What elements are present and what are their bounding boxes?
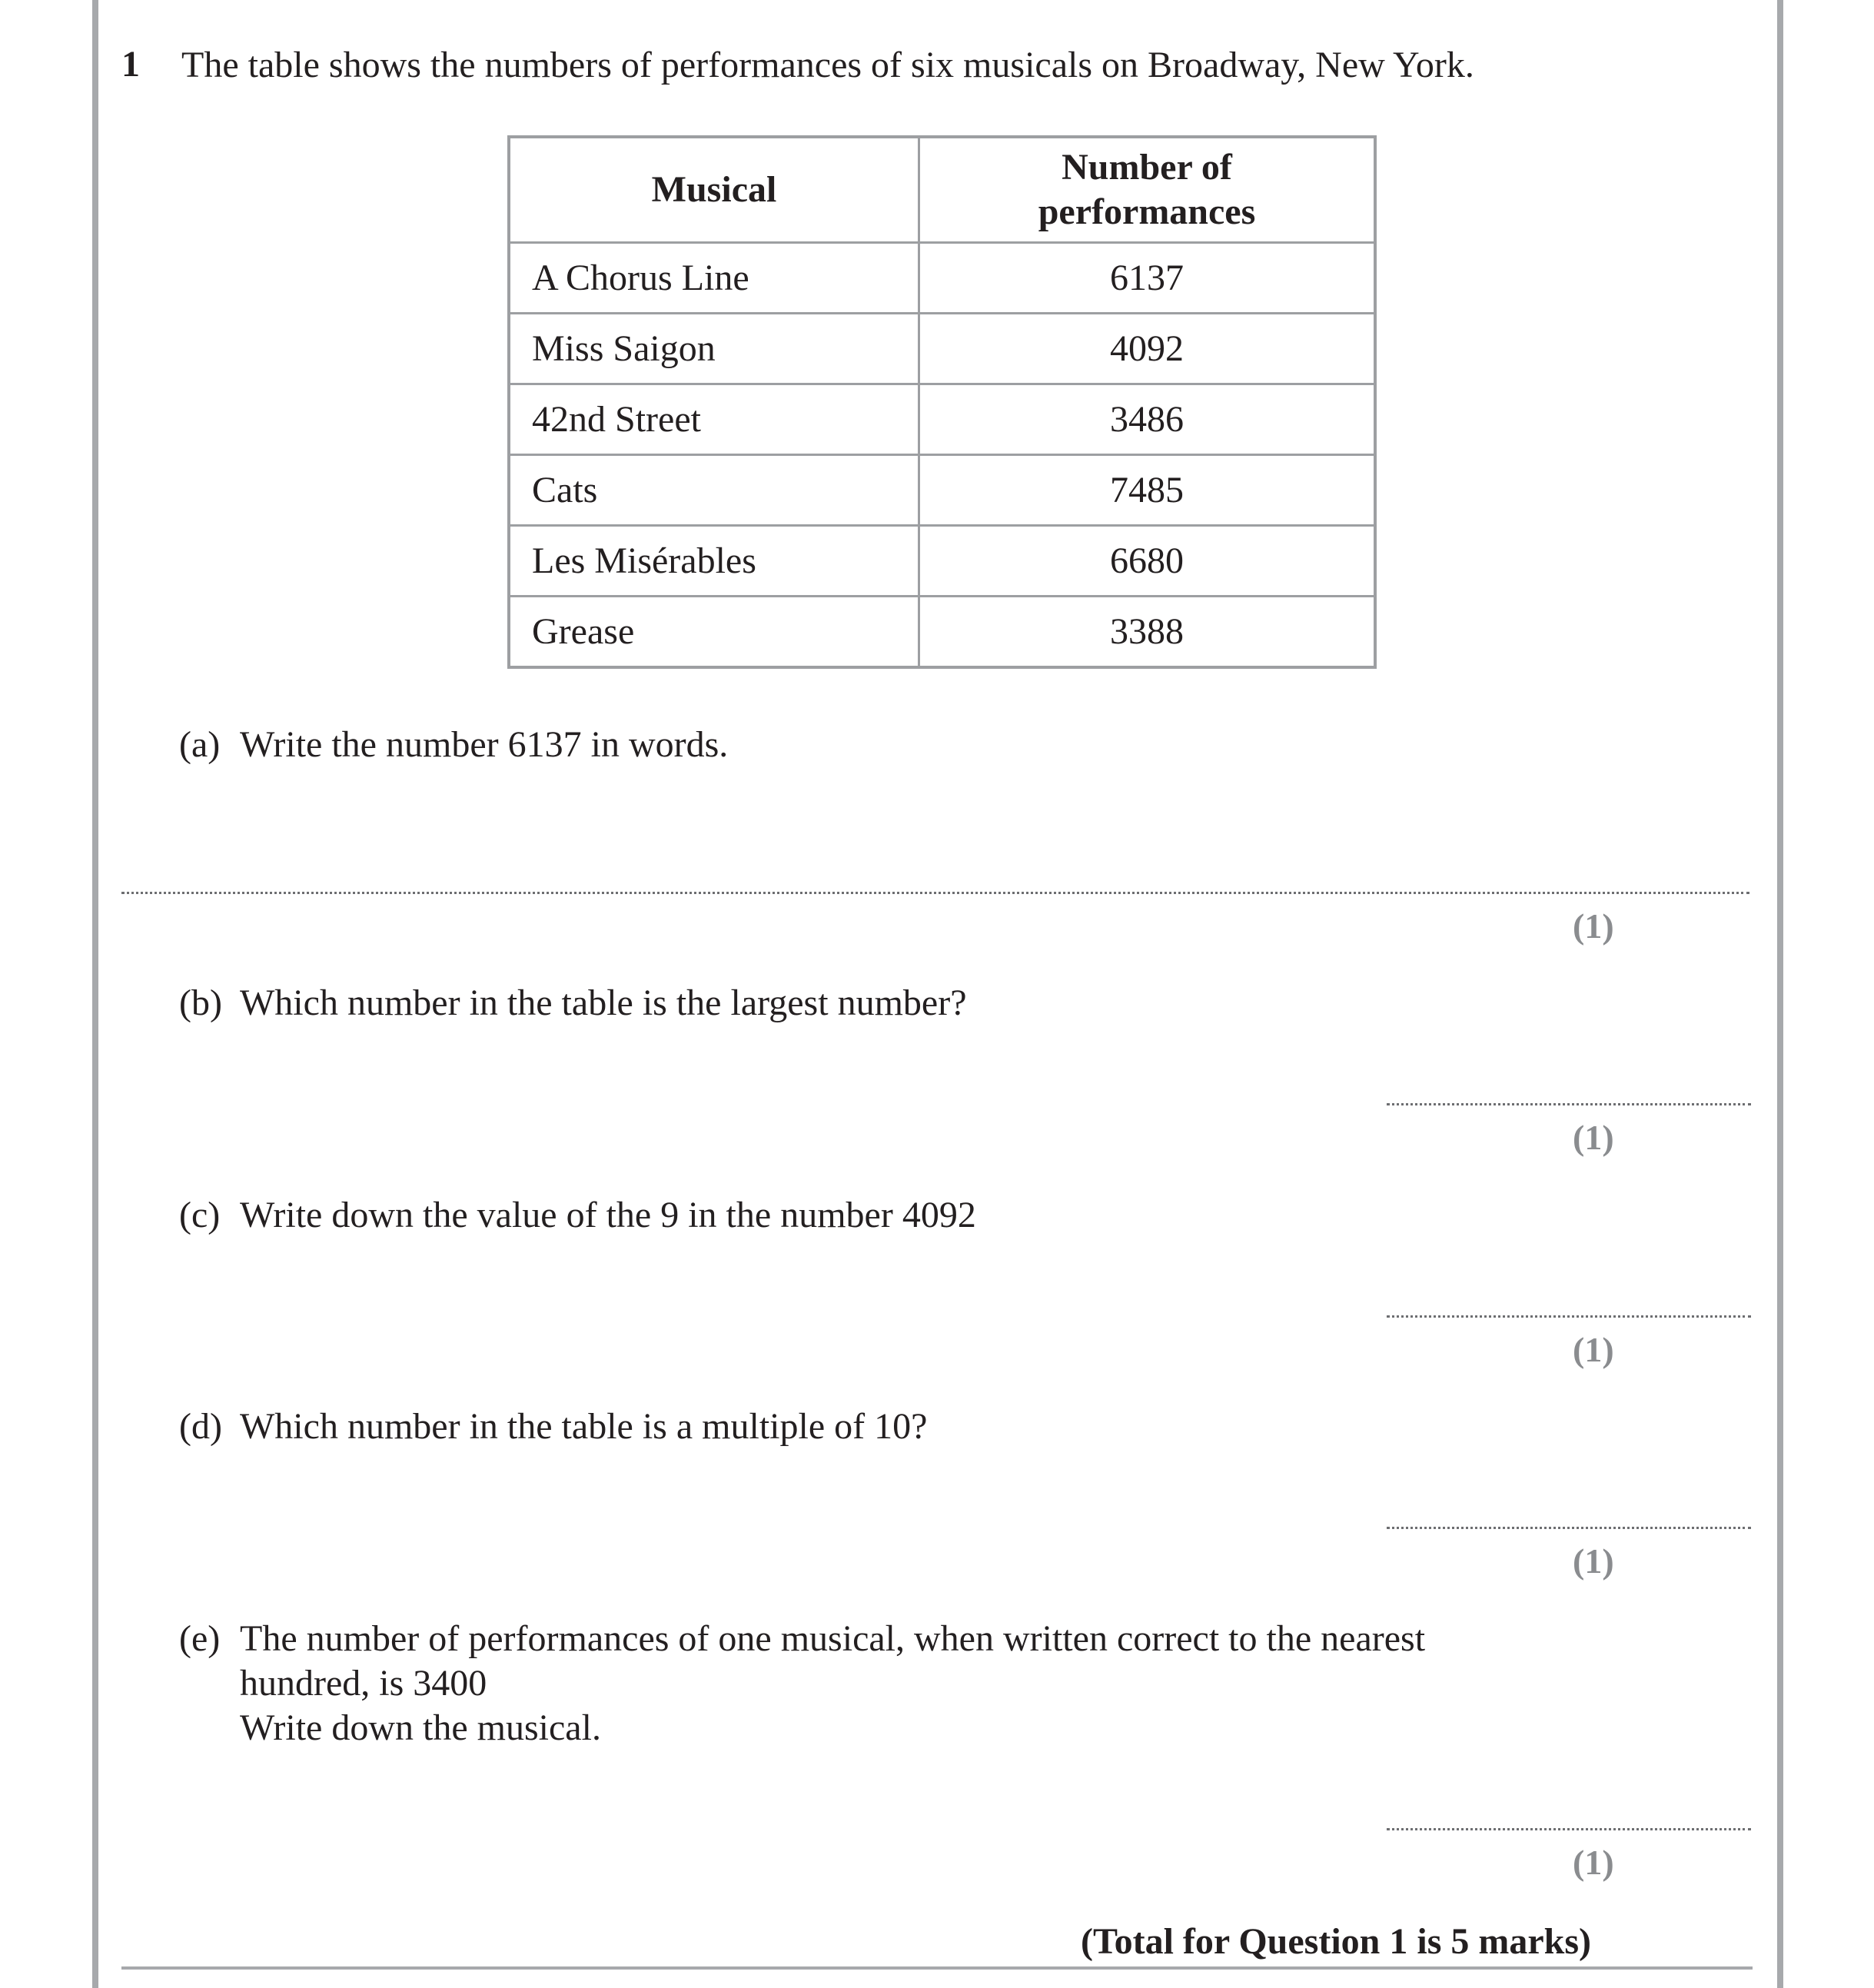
- table-row: [509, 314, 1375, 384]
- bottom-rule: [121, 1966, 1753, 1970]
- table-row: [509, 384, 1375, 455]
- part-b-label: (b): [179, 982, 222, 1023]
- part-d-marks: (1): [1573, 1541, 1614, 1581]
- musical-cell: Cats: [509, 455, 919, 526]
- table-row: [509, 455, 1375, 526]
- part-c-text: Write down the value of the 9 in the number 4092: [240, 1195, 976, 1235]
- table-row: [509, 243, 1375, 314]
- part-c-label: (c): [179, 1195, 221, 1235]
- part-a-label: (a): [179, 724, 221, 765]
- table-row: [509, 597, 1375, 668]
- header-performances: [919, 137, 1376, 243]
- musical-cell: 42nd Street: [509, 384, 919, 455]
- header-performances-line2: performances: [1038, 191, 1256, 232]
- question-total: (Total for Question 1 is 5 marks): [1081, 1921, 1592, 1962]
- part-b-answer-line[interactable]: [1387, 1103, 1751, 1105]
- part-a-answer-line[interactable]: [121, 892, 1749, 894]
- performances-table: [507, 135, 1377, 669]
- musical-cell: Les Misérables: [509, 526, 919, 597]
- part-e-text-line1: The number of performances of one musical, when written correct to the nearest: [240, 1618, 1426, 1659]
- table-row: [509, 526, 1375, 597]
- part-e-text-line2: hundred, is 3400: [240, 1663, 487, 1704]
- left-margin-line: [92, 0, 98, 1988]
- musical-cell: A Chorus Line: [509, 243, 919, 314]
- musical-cell: Miss Saigon: [509, 314, 919, 384]
- part-d-text: Which number in the table is a multiple of 10?: [240, 1406, 928, 1447]
- header-performances-line1: Number of: [1062, 147, 1232, 188]
- performances-cell: 3388: [919, 597, 1376, 668]
- part-e-text-line3: Write down the musical.: [240, 1707, 601, 1748]
- part-a-marks: (1): [1573, 906, 1614, 946]
- performances-cell: 6137: [919, 243, 1376, 314]
- part-b-text: Which number in the table is the largest number?: [240, 982, 967, 1023]
- part-e-label: (e): [179, 1618, 221, 1659]
- right-margin-line: [1777, 0, 1783, 1988]
- part-d-answer-line[interactable]: [1387, 1527, 1751, 1529]
- part-c-marks: (1): [1573, 1330, 1614, 1369]
- table-header-row: [509, 137, 1375, 243]
- header-musical: Musical: [509, 137, 919, 243]
- performances-cell: 4092: [919, 314, 1376, 384]
- part-a-text: Write the number 6137 in words.: [240, 724, 729, 765]
- part-c-answer-line[interactable]: [1387, 1315, 1751, 1318]
- musical-cell: Grease: [509, 597, 919, 668]
- question-number: 1: [121, 44, 140, 85]
- part-e-answer-line[interactable]: [1387, 1828, 1751, 1830]
- question-intro: The table shows the numbers of performances of six musicals on Broadway, New York.: [181, 45, 1474, 85]
- part-b-marks: (1): [1573, 1118, 1614, 1157]
- performances-cell: 3486: [919, 384, 1376, 455]
- part-d-label: (d): [179, 1406, 222, 1447]
- performances-cell: 6680: [919, 526, 1376, 597]
- performances-cell: 7485: [919, 455, 1376, 526]
- part-e-marks: (1): [1573, 1843, 1614, 1882]
